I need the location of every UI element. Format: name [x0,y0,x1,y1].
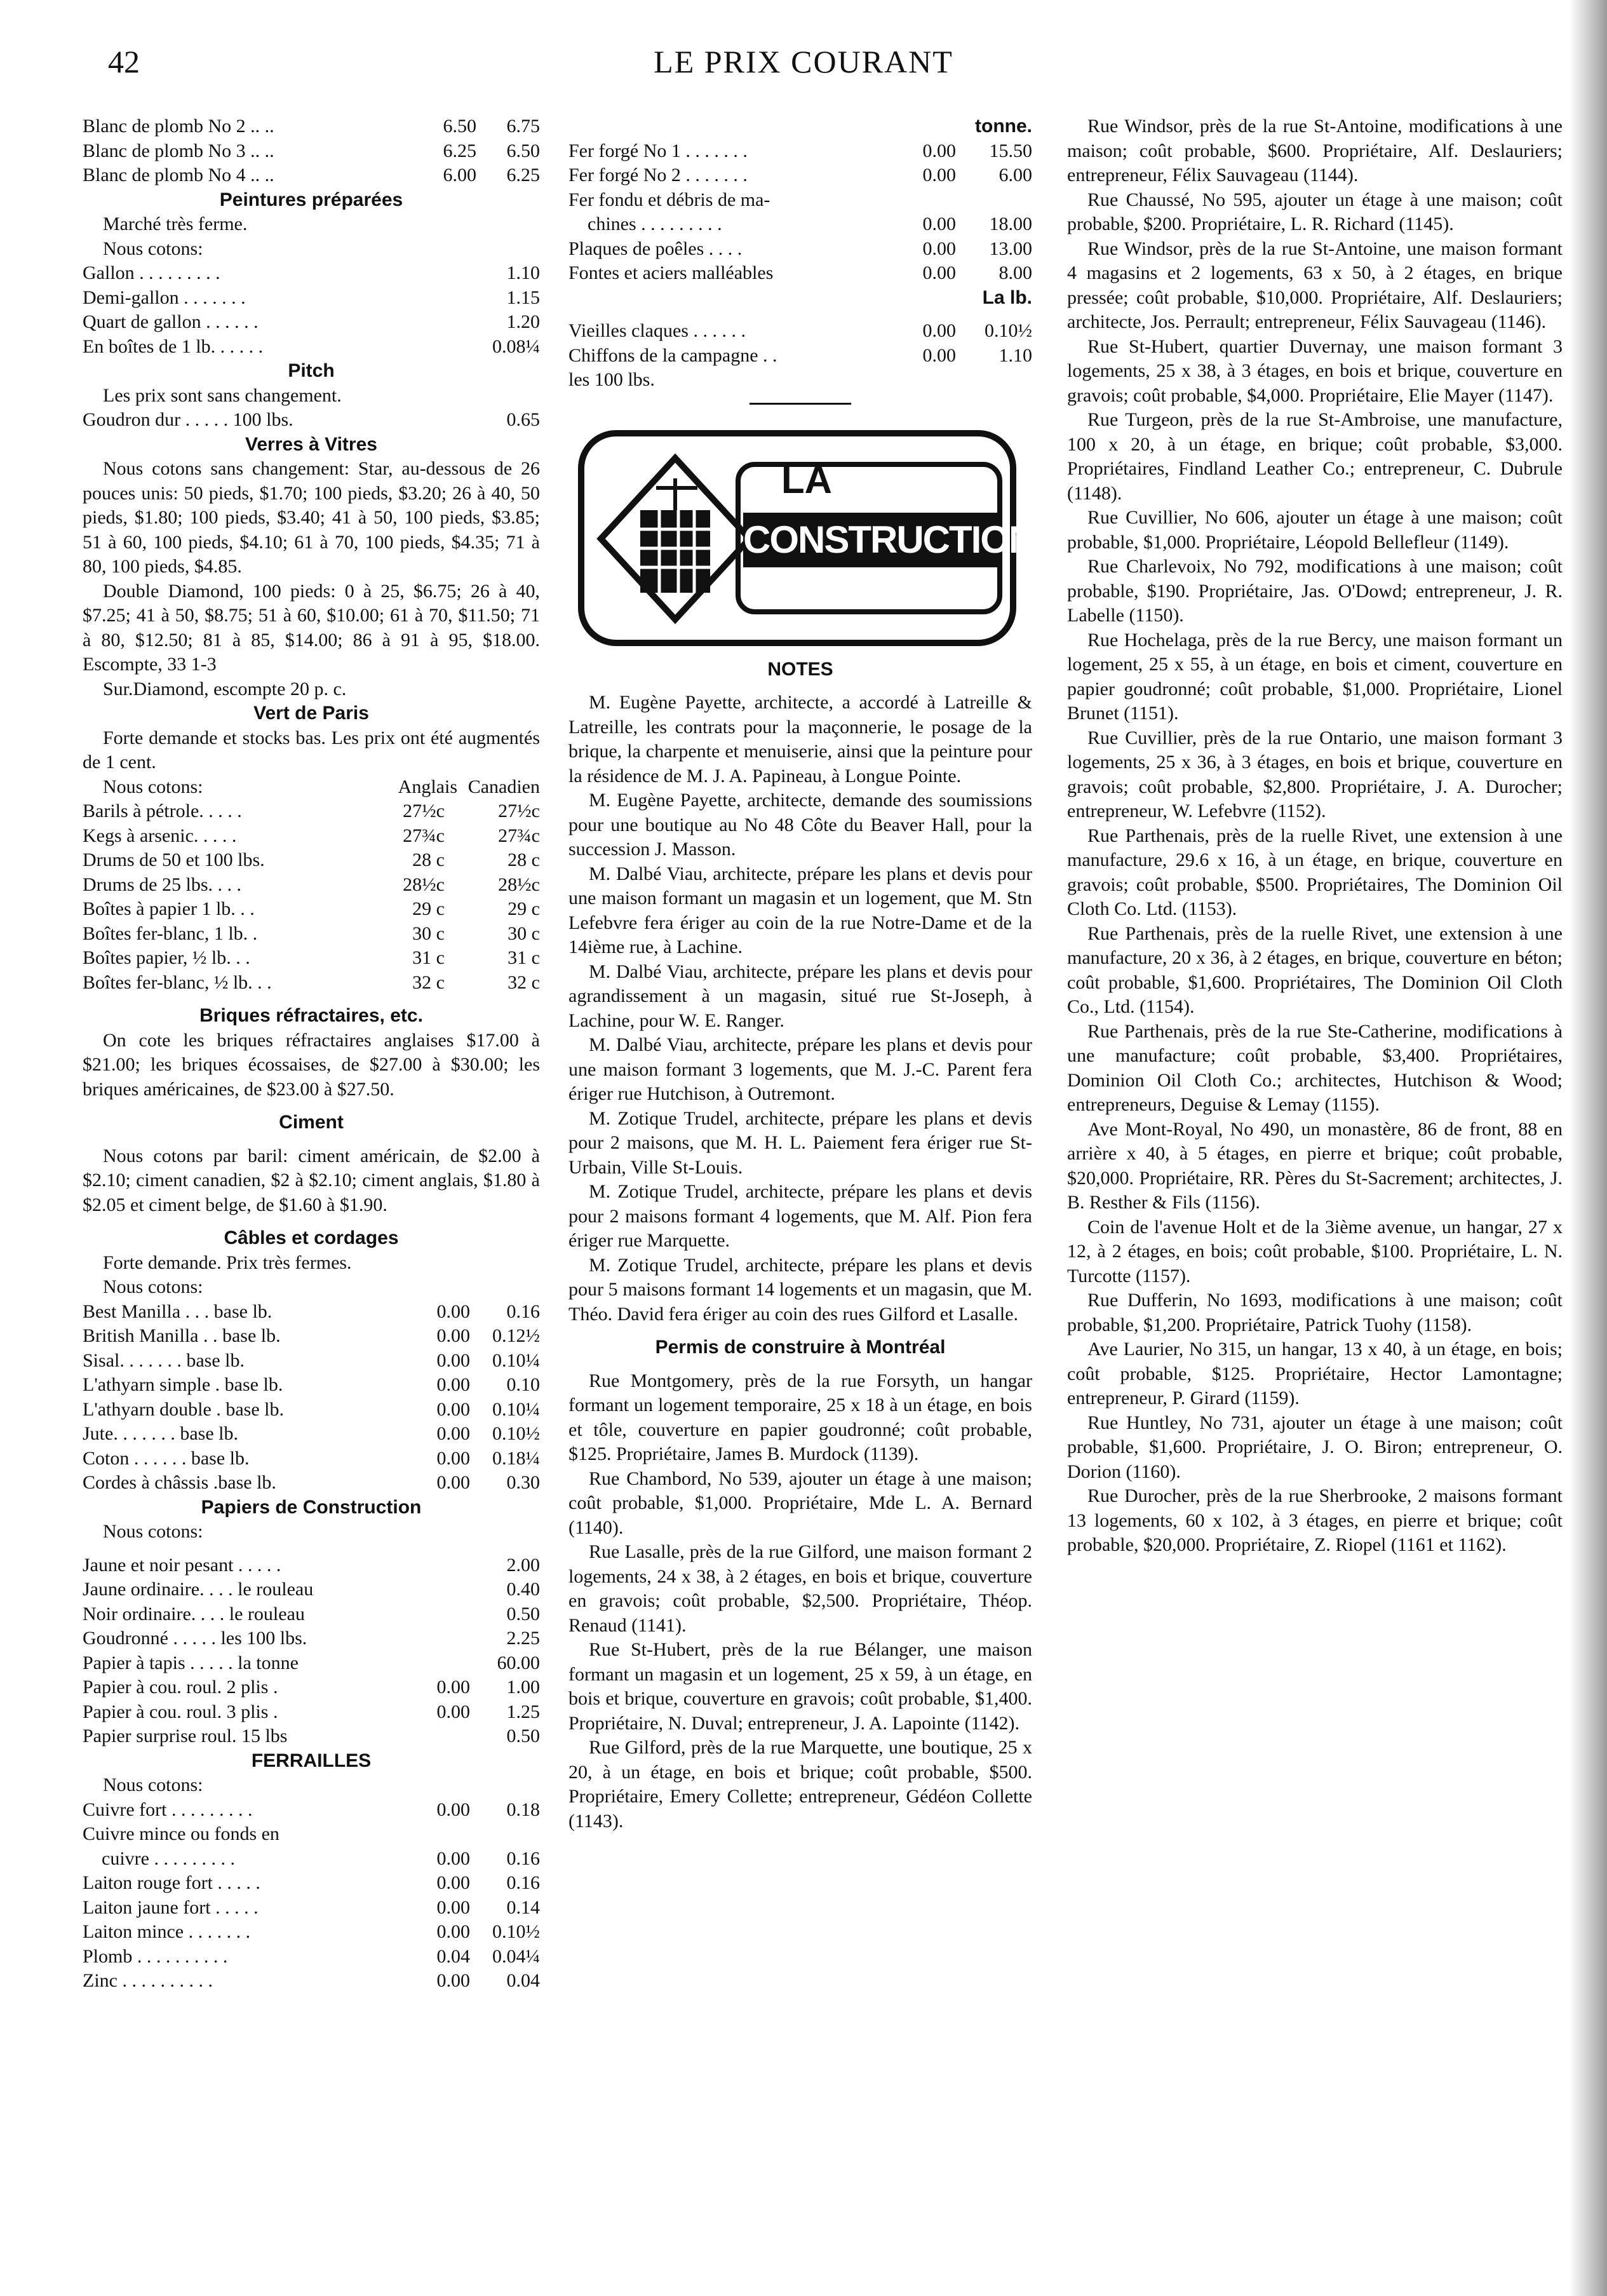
row-label: les 100 lbs. [568,369,655,390]
price-row [83,139,540,164]
price-row [83,1945,540,1969]
price-row [83,1422,540,1447]
row-value: 0.50 [506,1725,540,1746]
paragraph: Forte demande et stocks bas. Les prix ont été augmentés de 1 cent. [83,727,540,773]
row-label: Fontes et aciers malléables [568,262,774,283]
row-value: 0.00 [436,1300,470,1322]
row-value: 18.00 [989,213,1032,234]
row-label: Cuivre fort . . . . . . . . . [83,1799,253,1820]
row-label: Demi-gallon . . . . . . . [83,287,246,308]
price-row [83,922,540,947]
price-row [83,1847,540,1872]
price-row [83,163,540,188]
row-value: 6.50 [506,140,540,161]
paragraph: Sur.Diamond, escompte 20 p. c. [103,678,347,699]
row-label: Papier surprise roul. 15 lbs [83,1725,288,1746]
row-value: 0.00 [436,1847,470,1869]
section-heading: FERRAILLES [251,1750,372,1771]
price-row [568,261,1032,286]
row-value: 60.00 [497,1652,540,1673]
section-sub: Nous cotons: [103,1276,203,1297]
price-row [83,1300,540,1325]
row-label: Gallon . . . . . . . . . [83,262,220,283]
price-row [83,1577,540,1602]
permit-paragraph: Coin de l'avenue Holt et de la 3ième avenue, un hangar, 27 x 12, à 2 étages, en bois; coût probable, $100. Propriétaire, L. N. Turcotte (1157). [1067,1216,1563,1286]
price-row [83,1798,540,1823]
column-2 [568,114,1035,1833]
price-row [83,1675,540,1700]
row-value: 0.10¼ [492,1349,540,1371]
row-value: 0.10½ [492,1921,540,1942]
table-header [83,775,540,800]
row-label: Chiffons de la campagne . . [568,344,777,366]
row-label: cuivre . . . . . . . . . [83,1847,235,1869]
permit-paragraph: Rue St-Hubert, quartier Duvernay, une maison formant 3 logements, 25 x 38, à 3 étages, en bois et brique, couverture en gravois; coût probable, $4,000. Propriétaire, Elie Mayer (1147). [1067,335,1563,406]
price-row [83,1447,540,1471]
permit-paragraph: Rue Cuvillier, No 606, ajouter un étage à une maison; coût probable, $1,000. Propriétaire, Léopold Bellefleur (1149). [1067,507,1563,553]
row-label: Blanc de plomb No 3 .. .. [83,140,274,161]
row-value: 27½c [498,800,540,821]
price-row [568,368,1032,393]
price-row [83,1700,540,1725]
price-row [83,848,540,873]
page-binding-shadow [1569,0,1607,2296]
section-intro: Marché très ferme. [103,213,248,234]
price-row [568,188,1032,213]
row-value: 1.20 [506,311,540,332]
row-value [407,1577,470,1602]
price-row [83,1398,540,1422]
paragraph: Nous cotons par baril: ciment américain, de $2.00 à $2.10; ciment canadien, $2 à $2.10; ciment anglais, $1.80 à $2.05 et ciment belge, de $1.60 à $1.90. [83,1145,540,1215]
row-label: Cuivre mince ou fonds en [83,1823,279,1844]
row-value [956,188,1032,213]
section-sub: Nous cotons: [103,1774,203,1795]
row-value: 0.00 [436,1677,470,1698]
row-label: Plomb . . . . . . . . . . [83,1945,228,1967]
row-value: 31 c [508,947,540,968]
price-row [83,1471,540,1496]
row-label: British Manilla . . base lb. [83,1325,281,1346]
row-value: 32 c [508,971,540,993]
row-label: Zinc . . . . . . . . . . [83,1970,213,1991]
logo-construction-text: CONSTRUCTION [743,513,997,567]
row-value: 0.00 [436,1896,470,1918]
row-label: Fer forgé No 1 . . . . . . . [568,140,748,161]
price-row [83,897,540,922]
price-row [83,1724,540,1749]
note-paragraph: M. Zotique Trudel, architecte, prépare les plans et devis pour 2 maisons formant 4 logements, que M. Alf. Pion fera ériger rue Marquette. [568,1181,1032,1251]
row-value: 0.16 [506,1847,540,1869]
section-heading: Ciment [279,1112,344,1133]
row-label: Goudronné . . . . . les 100 lbs. [83,1628,307,1649]
price-row [568,319,1032,344]
price-row [83,1602,540,1627]
building-scaffold-icon [596,453,755,625]
price-row [568,163,1032,188]
row-value: 28 c [412,849,445,870]
permit-paragraph: Rue Parthenais, près de la ruelle Rivet, une extension à une manufacture, 29.6 x 16, à un étage, en brique, couverture en gravois; coût probable, $500. Propriétaires, The Dominion Oil Cloth Co. Ltd. (1153). [1067,825,1563,919]
row-label: Jaune et noir pesant . . . . . [83,1554,281,1576]
row-label: Blanc de plomb No 4 .. .. [83,165,274,186]
permit-paragraph: Rue Windsor, près de la rue St-Antoine, une maison formant 4 magasins et 2 logements, 63 x 50, à 2 étages, en brique pressée; coût probable, $10,000. Propriétaire, Alf. Deslauriers; architecte, Jos. Perrault; entrepreneur, Félix Sauvageau (1146). [1067,238,1563,332]
price-row [83,1651,540,1676]
section-heading: Vert de Paris [253,703,369,724]
blanc-list [83,114,540,188]
row-label: Jaune ordinaire. . . . le rouleau [83,1579,314,1600]
note-paragraph: M. Dalbé Viau, architecte, prépare les plans et devis pour une maison formant un magasin et un logement, que M. Stn Lefebvre fera ériger au coin de la rue Notre-Dame et de la 14ième rue, à Lachine. [568,863,1032,957]
section-heading: Verres à Vitres [245,433,377,455]
row-value: 0.00 [436,1349,470,1371]
permit-paragraph: Rue Chambord, No 539, ajouter un étage à une maison; coût probable, $1,000. Propriétaire, Mde L. A. Bernard (1140). [568,1468,1032,1538]
row-value: 31 c [412,947,445,968]
price-row [568,212,1032,237]
row-label: Jute. . . . . . . base lb. [83,1423,238,1444]
row-value: 0.00 [922,140,956,161]
column-header: Canadien [467,776,540,797]
paragraph: On cote les briques réfractaires anglaises $17.00 à $21.00; les briques écossaises, de $27.00 à $30.00; les briques américaines, de $23.00 à $27.50. [83,1029,540,1100]
section-sub: Nous cotons: [103,1521,203,1542]
row-value: 0.16 [506,1300,540,1322]
row-label: Boîtes papier, ½ lb. . . [83,947,250,968]
price-row [83,873,540,898]
permit-paragraph: Ave Mont-Royal, No 490, un monastère, 86 de front, 88 en arrière x 40, à 5 étages, en pierre et brique; coût probable, $20,000. Propriétaire, RR. Pères du St-Sacrement; architectes, J. B. Resther & Fils (1156). [1067,1118,1563,1213]
row-label: Laiton rouge fort . . . . . [83,1872,260,1893]
row-value: 0.04¼ [492,1945,540,1967]
unit-heading: La lb. [982,287,1032,308]
section-heading: NOTES [767,658,833,680]
row-value: 0.00 [436,1701,470,1722]
row-value: 27½c [403,800,445,821]
permit-paragraph: Rue Turgeon, près de la rue St-Ambroise, une manufacture, 100 x 20, à un étage, en brique; coût probable, $3,000. Propriétaires, Findland Leather Co.; entrepreneur, C. Dubrule (1148). [1067,409,1563,504]
row-label: Blanc de plomb No 2 .. .. [83,116,274,137]
row-value: 0.00 [436,1447,470,1469]
price-row [568,139,1032,164]
price-row [83,971,540,996]
row-label: Plaques de poêles . . . . [568,238,743,259]
row-value: 6.00 [443,165,476,186]
price-row [83,1626,540,1651]
price-row [83,114,540,139]
row-label: Boîtes à papier 1 lb. . . [83,898,255,919]
section-heading: Papiers de Construction [201,1496,422,1518]
row-value: 0.30 [506,1472,540,1493]
price-row [83,1349,540,1374]
price-row [83,946,540,971]
row-value: 0.10½ [985,320,1032,341]
row-value: 0.18 [506,1799,540,1820]
row-label: Fer fondu et débris de ma- [568,189,770,210]
price-row [83,261,540,286]
row-label: Quart de gallon . . . . . . [83,311,259,332]
row-value: 0.00 [436,1398,470,1420]
unit-heading: tonne. [975,116,1032,137]
permit-paragraph: Rue Windsor, près de la rue St-Antoine, modifications à une maison; coût probable, $600. Propriétaire, Alf. Deslauriers; entrepreneur, Félix Sauvageau (1144). [1067,116,1563,186]
price-row [83,286,540,311]
price-row [83,1324,540,1349]
price-row [83,1373,540,1398]
row-label: Kegs à arsenic. . . . . [83,825,237,846]
section-sub: Nous cotons: [103,238,203,259]
row-value: 0.00 [922,262,956,283]
row-value: 0.00 [436,1799,470,1820]
section-intro: Forte demande. Prix très fermes. [103,1252,352,1273]
row-label: Drums de 50 et 100 lbs. [83,849,265,870]
price-row [83,799,540,824]
row-value: 0.00 [922,344,956,366]
row-label: Vieilles claques . . . . . . [568,320,746,341]
column-1 [83,114,540,1994]
row-value: 15.50 [989,140,1032,161]
note-paragraph: M. Dalbé Viau, architecte, prépare les plans et devis pour agrandissement à un magasin, situé rue St-Joseph, à Lachine, pour W. E. Ranger. [568,961,1032,1031]
price-row [83,310,540,335]
row-value [899,188,956,213]
permit-paragraph: Rue Chaussé, No 595, ajouter un étage à une maison; coût probable, $200. Propriétaire, L. R. Richard (1145). [1067,189,1563,234]
section-heading: Peintures préparées [219,189,403,210]
price-row [83,1871,540,1896]
price-row [83,408,540,433]
row-label: Fer forgé No 2 . . . . . . . [568,165,748,186]
price-row [83,824,540,849]
section-heading: Briques réfractaires, etc. [199,1005,423,1026]
row-value: 0.00 [436,1374,470,1395]
row-value: 28 c [508,849,540,870]
section-heading: Permis de construire à Montréal [655,1337,946,1358]
permit-paragraph: Rue Parthenais, près de la rue Ste-Catherine, modifications à une manufacture; coût probable, $3,400. Propriétaires, Dominion Oil Cloth Co.; architectes, Hutchison & Wood; entrepreneurs, Deguise & Lemay (1155). [1067,1020,1563,1115]
row-label: En boîtes de 1 lb. . . . . . [83,335,264,357]
permit-paragraph: Rue Gilford, près de la rue Marquette, une boutique, 25 x 20, à un étage, en bois et brique; coût probable, $500. Propriétaire, Emery Collette; entrepreneur, Gédéon Collette (1143). [568,1737,1032,1832]
row-value: 1.00 [506,1677,540,1698]
row-value: 0.00 [922,238,956,259]
permit-paragraph: Rue Huntley, No 731, ajouter un étage à une maison; coût probable, $1,600. Propriétaire, J. O. Biron; entrepreneur, O. Dorion (1160). [1067,1412,1563,1482]
row-value: 1.25 [506,1701,540,1722]
row-value: 2.00 [506,1554,540,1576]
note-paragraph: M. Dalbé Viau, architecte, prépare les plans et devis pour une maison formant 3 logements, que M. J.-C. Parent fera ériger rue Hutchison, à Outremont. [568,1034,1032,1104]
row-label: Laiton jaune fort . . . . . [83,1896,259,1918]
row-label: Coton . . . . . . base lb. [83,1447,250,1469]
row-value: 28½c [403,874,445,895]
note-paragraph: M. Zotique Trudel, architecte, prépare les plans et devis pour 2 maisons, que M. H. L. Paiement fera ériger rue St-Urbain, Ville St-Louis. [568,1107,1032,1178]
la-construction-logo [578,430,1035,646]
row-value: 0.10½ [492,1423,540,1444]
logo-la-text: LA [781,458,832,501]
row-value: 0.40 [506,1579,540,1600]
row-value [407,1724,470,1749]
row-value: 32 c [412,971,445,993]
section-heading: Câbles et cordages [224,1227,399,1248]
column-3 [1067,114,1563,1558]
row-value: 0.12½ [492,1325,540,1346]
row-value: 0.04 [436,1945,470,1967]
row-value: 30 c [412,922,445,944]
page-title: LE PRIX COURANT [654,44,953,79]
note-paragraph: M. Eugène Payette, architecte, demande des soumissions pour une boutique au No 48 Côte du Beaver Hall, pour la succession J. Masson. [568,790,1032,860]
row-value: 0.00 [436,1872,470,1893]
price-row [83,1553,540,1578]
price-row [83,335,540,360]
price-row [83,1822,540,1847]
row-value [470,1822,540,1847]
row-label: Papier à cou. roul. 3 plis . [83,1701,278,1722]
row-label: Sisal. . . . . . . base lb. [83,1349,245,1371]
row-value: 1.15 [506,287,540,308]
row-value [407,1626,470,1651]
row-value [407,1553,470,1578]
row-label: Barils à pétrole. . . . . [83,800,242,821]
row-value: 28½c [498,874,540,895]
row-label: L'athyarn simple . base lb. [83,1374,283,1395]
row-value: 29 c [412,898,445,919]
divider [750,403,851,405]
row-value: 0.65 [506,409,540,430]
row-value [407,1651,470,1676]
row-value: 0.00 [922,165,956,186]
row-value: 1.10 [998,344,1032,366]
section-intro: Les prix sont sans changement. [103,384,342,406]
row-value: 13.00 [989,238,1032,259]
row-label: L'athyarn double . base lb. [83,1398,284,1420]
row-value: 30 c [508,922,540,944]
price-row [568,344,1032,368]
price-row [83,1920,540,1945]
paragraph: Nous cotons sans changement: Star, au-dessous de 26 pouces unis: 50 pieds, $1.70; 100 pieds, $3.20; 26 à 40, 50 pieds, $1.80; 100 pieds, $3.40; 41 à 50, 100 pieds, $3.85; 51 à 60, 100 pieds, $4.10; 61 à 70, 100 pieds, $4.35; 71 à 80, 100 pieds, $4.85. [83,458,540,577]
row-label: Boîtes fer-blanc, ½ lb. . . [83,971,272,993]
row-value: 0.00 [922,320,956,341]
permit-paragraph: Rue Parthenais, près de la ruelle Rivet, une extension à une manufacture, 20 x 36, à 2 étages, en brique, couverture en béton; coût probable, $1,600. Propriétaires, The Dominion Oil Cloth Co., Ltd. (1154). [1067,922,1563,1017]
section-heading: Pitch [288,360,335,381]
price-row [83,1969,540,1994]
permit-paragraph: Rue St-Hubert, près de la rue Bélanger, une maison formant un magasin et un logement, 25 x 59, à un étage, en bois et brique, couverture en gravois; coût probable, $1,400. Propriétaire, N. Duval; entrepreneur, J. A. Lapointe (1142). [568,1639,1032,1734]
row-value: 0.00 [436,1325,470,1346]
row-value: 6.25 [506,165,540,186]
row-value: 27¾c [498,825,540,846]
price-row [83,1896,540,1921]
row-label: Boîtes fer-blanc, 1 lb. . [83,922,258,944]
permit-paragraph: Rue Cuvillier, près de la rue Ontario, une maison formant 3 logements, 25 x 36, à 3 étages, en bois et brique, couverture en gravois; coût probable, $2,800. Propriétaire, J. A. Durocher; entrepreneur, W. Lefebvre (1152). [1067,727,1563,821]
permit-paragraph: Rue Montgomery, près de la rue Forsyth, un hangar formant un logement temporaire, 25 x 18 à un étage, en bois et tôle, couverture en papier goudronné; coût probable, $125. Propriétaire, James B. Murdock (1139). [568,1370,1032,1464]
row-value: 0.10 [506,1374,540,1395]
page-number: 42 [108,44,140,79]
row-value: 6.25 [443,140,476,161]
row-label: Noir ordinaire. . . . le rouleau [83,1603,305,1624]
row-label: Laiton mince . . . . . . . [83,1921,251,1942]
row-label: chines . . . . . . . . . [568,213,722,234]
permit-paragraph: Rue Lasalle, près de la rue Gilford, une maison formant 2 logements, 24 x 38, à 2 étages, en bois et brique, couverture en gravois; coût probable, $2,500. Propriétaire, Théop. Renaud (1141). [568,1541,1032,1636]
row-value: 0.00 [436,1970,470,1991]
row-value: 0.18¼ [492,1447,540,1469]
row-label: Nous cotons: [103,776,203,797]
note-paragraph: M. Eugène Payette, architecte, a accordé à Latreille & Latreille, les contrats pour la maçonnerie, le posage de la brique, la charpente et menuiserie, ainsi que la peinture pour la résidence de M. J. A. Papineau, à Longue Pointe. [568,692,1032,787]
row-label: Best Manilla . . . base lb. [83,1300,272,1322]
row-value: 29 c [508,898,540,919]
row-value: 0.04 [506,1970,540,1991]
row-value [407,1822,470,1847]
permit-paragraph: Rue Charlevoix, No 792, modifications à une maison; coût probable, $190. Propriétaire, Jas. O'Dowd; entrepreneur, J. R. Labelle (1150). [1067,556,1563,626]
row-value: 8.00 [998,262,1032,283]
row-label: Goudron dur . . . . . 100 lbs. [83,409,293,430]
permit-paragraph: Rue Durocher, près de la rue Sherbrooke, 2 maisons formant 13 logements, 60 x 102, à 3 étages, en pierre et brique; coût probable, $20,000. Propriétaire, Z. Riopel (1161 et 1162). [1067,1485,1563,1555]
row-value: 0.00 [436,1921,470,1942]
row-value: 0.00 [436,1472,470,1493]
row-value: 27¾c [403,825,445,846]
row-label: Papier à cou. roul. 2 plis . [83,1677,278,1698]
row-value: 0.00 [922,213,956,234]
permit-paragraph: Rue Dufferin, No 1693, modifications à une maison; coût probable, $1,200. Propriétaire, Patrick Tuohy (1158). [1067,1290,1563,1335]
paragraph: Double Diamond, 100 pieds: 0 à 25, $6.75; 26 à 40, $7.25; 41 à 50, $8.75; 51 à 60, $10.00; 61 à 70, $11.50; 71 à 80, $12.50; 81 à 85, $14.00; 86 à 91 à 95, $18.00. Escompte, 33 1-3 [83,580,540,675]
row-value: 2.25 [506,1628,540,1649]
row-label: Papier à tapis . . . . . la tonne [83,1652,299,1673]
row-value: 0.16 [506,1872,540,1893]
column-header: Anglais [398,776,457,797]
row-value: 1.10 [506,262,540,283]
row-value [407,1602,470,1627]
permit-paragraph: Rue Hochelaga, près de la rue Bercy, une maison formant un logement, 25 x 55, à un étage, en bois et ciment, couverture en papier goudronné; coût probable, $1,000. Propriétaire, Lionel Brunet (1151). [1067,629,1563,724]
row-value: 0.10¼ [492,1398,540,1420]
row-value: 0.14 [506,1896,540,1918]
price-row [568,237,1032,262]
note-paragraph: M. Zotique Trudel, architecte, prépare les plans et devis pour 5 maisons formant 14 logements et un magasin, que M. Théo. David fera ériger au coin des rues Gilford et Lasalle. [568,1254,1032,1325]
permit-paragraph: Ave Laurier, No 315, un hangar, 13 x 40, à un étage, en bois; coût probable, $125. Propriétaire, Hector Lamontagne; entrepreneur, P. Girard (1159). [1067,1339,1563,1408]
row-value: 0.08¼ [492,335,540,357]
row-label: Drums de 25 lbs. . . . [83,874,241,895]
row-label: Cordes à châssis .base lb. [83,1472,276,1493]
row-value: 0.00 [436,1423,470,1444]
row-value: 0.50 [506,1603,540,1624]
row-value: 6.75 [506,116,540,137]
row-value: 6.00 [998,165,1032,186]
row-value: 6.50 [443,116,476,137]
